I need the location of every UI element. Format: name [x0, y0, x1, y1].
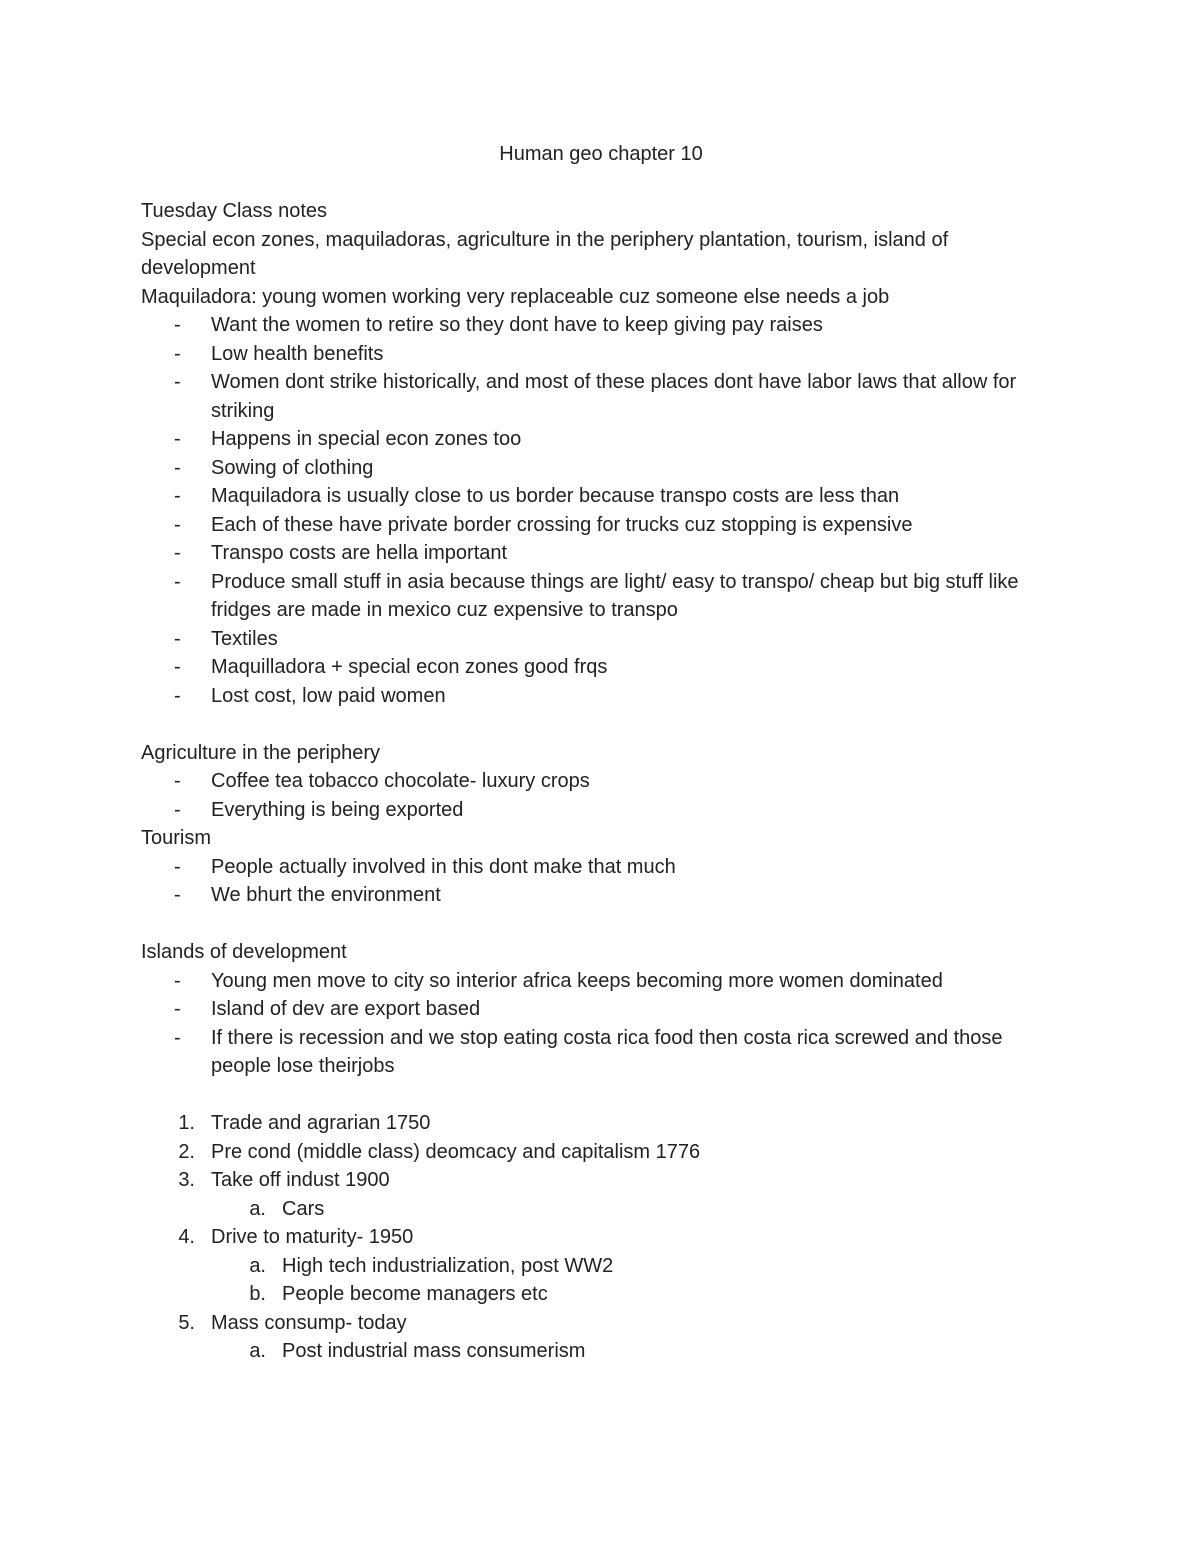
dash-marker: - [174, 513, 181, 536]
list-item-text: We bhurt the environment [211, 884, 441, 906]
list-item [141, 967, 1061, 996]
number-marker: 1. [178, 1112, 195, 1134]
list-item-text: Women dont strike historically, and most of these places dont have labor laws that allow for striking [211, 371, 1017, 422]
agriculture-bullet-list [141, 767, 1061, 824]
list-item-text: Low health benefits [211, 342, 384, 365]
list-item [141, 1309, 1061, 1366]
list-item [141, 682, 1061, 711]
letter-marker: a. [249, 1254, 266, 1277]
list-item [141, 995, 1061, 1024]
list-item-text: Young men move to city so interior africa keeps becoming more women dominated [211, 969, 943, 992]
dash-marker: - [174, 570, 181, 593]
list-item [141, 425, 1061, 454]
number-marker: 2. [178, 1140, 195, 1163]
list-item [141, 368, 1061, 425]
list-item-text: Each of these have private border crossing for trucks cuz stopping is expensive [211, 513, 913, 536]
list-item-text: Take off indust 1900 [211, 1169, 390, 1191]
list-item [141, 340, 1061, 369]
sub-list [211, 1195, 1061, 1224]
list-item [141, 1166, 1061, 1223]
dash-marker: - [174, 969, 181, 992]
dash-marker: - [174, 684, 181, 707]
number-marker: 4. [178, 1226, 195, 1248]
sub-list [211, 1252, 1061, 1309]
list-item [141, 1109, 1061, 1138]
list-item-text: Transpo costs are hella important [211, 542, 508, 564]
number-marker: 5. [178, 1311, 195, 1334]
list-item [141, 1138, 1061, 1167]
list-item-text: Lost cost, low paid women [211, 684, 446, 707]
section-heading-class-notes: Tuesday Class notes [141, 200, 328, 222]
sub-list-item-text: Post industrial mass consumerism [282, 1340, 586, 1362]
blank-line [141, 1081, 1061, 1110]
list-item [141, 539, 1061, 568]
list-item [141, 454, 1061, 483]
dash-marker: - [174, 798, 181, 821]
sub-list-item-text: High tech industrialization, post WW2 [282, 1254, 614, 1277]
letter-marker: a. [249, 1197, 266, 1220]
list-item-text: Textiles [211, 627, 278, 650]
dash-marker: - [174, 314, 181, 336]
tourism-bullet-list [141, 853, 1061, 910]
list-item-text: Mass consump- today [211, 1311, 407, 1334]
sub-list-item-text: Cars [282, 1197, 325, 1220]
section-heading-agriculture: Agriculture in the periphery [141, 741, 381, 764]
dash-marker: - [174, 428, 181, 450]
list-item-text: Want the women to retire so they dont have to keep giving pay raises [211, 314, 823, 336]
document-title: Human geo chapter 10 [499, 143, 703, 165]
letter-marker: b. [249, 1283, 266, 1305]
islands-bullet-list [141, 967, 1061, 1081]
dash-marker: - [174, 998, 181, 1020]
dash-marker: - [174, 342, 181, 365]
sub-list-item [141, 1252, 1061, 1281]
sub-list [211, 1337, 1061, 1366]
list-item [141, 1223, 1061, 1309]
intro-paragraph: Special econ zones, maquiladoras, agriculture in the periphery plantation, tourism, island of development [141, 228, 949, 279]
dash-marker: - [174, 656, 181, 678]
dash-marker: - [174, 627, 181, 650]
list-item-text: Maquiladora is usually close to us border because transpo costs are less than [211, 485, 900, 507]
number-marker: 3. [178, 1169, 195, 1191]
dash-marker: - [174, 855, 181, 878]
list-item [141, 767, 1061, 796]
list-item-text: If there is recession and we stop eating costa rica food then costa rica screwed and those people lose theirjobs [211, 1026, 1003, 1077]
list-item [141, 482, 1061, 511]
section-heading-islands: Islands of development [141, 941, 347, 963]
list-item-text: Everything is being exported [211, 798, 464, 821]
list-item-text: Trade and agrarian 1750 [211, 1112, 431, 1134]
sub-list-item [141, 1337, 1061, 1366]
blank-line [141, 910, 1061, 939]
list-item [141, 881, 1061, 910]
list-item-text: Island of dev are export based [211, 998, 481, 1020]
blank-line [141, 710, 1061, 739]
list-item [141, 653, 1061, 682]
maquiladora-bullet-list [141, 311, 1061, 710]
list-item-text: Maquilladora + special econ zones good frqs [211, 656, 608, 678]
list-item [141, 511, 1061, 540]
list-item [141, 311, 1061, 340]
dash-marker: - [174, 371, 181, 393]
list-item-text: Happens in special econ zones too [211, 428, 522, 450]
list-item [141, 568, 1061, 625]
maquiladora-heading: Maquiladora: young women working very replaceable cuz someone else needs a job [141, 285, 890, 308]
list-item [141, 1024, 1061, 1081]
dash-marker: - [174, 770, 181, 792]
section-heading-tourism: Tourism [141, 827, 212, 849]
list-item [141, 796, 1061, 825]
list-item-text: People actually involved in this dont make that much [211, 855, 676, 878]
dash-marker: - [174, 1026, 181, 1049]
development-stages-list [141, 1109, 1061, 1366]
list-item [141, 853, 1061, 882]
list-item-text: Produce small stuff in asia because things are light/ easy to transpo/ cheap but big stuff like fridges are made in mexico cuz expensive to transpo [211, 570, 1019, 621]
document-page [141, 140, 1061, 1366]
dash-marker: - [174, 542, 181, 564]
list-item-text: Coffee tea tobacco chocolate- luxury crops [211, 770, 590, 792]
blank-line [141, 169, 1061, 198]
dash-marker: - [174, 456, 181, 479]
sub-list-item-text: People become managers etc [282, 1283, 548, 1305]
list-item-text: Pre cond (middle class) deomcacy and capitalism 1776 [211, 1140, 701, 1163]
sub-list-item [141, 1195, 1061, 1224]
list-item-text: Sowing of clothing [211, 456, 374, 479]
list-item [141, 625, 1061, 654]
letter-marker: a. [249, 1340, 266, 1362]
sub-list-item [141, 1280, 1061, 1309]
dash-marker: - [174, 485, 181, 507]
dash-marker: - [174, 884, 181, 906]
list-item-text: Drive to maturity- 1950 [211, 1226, 414, 1248]
